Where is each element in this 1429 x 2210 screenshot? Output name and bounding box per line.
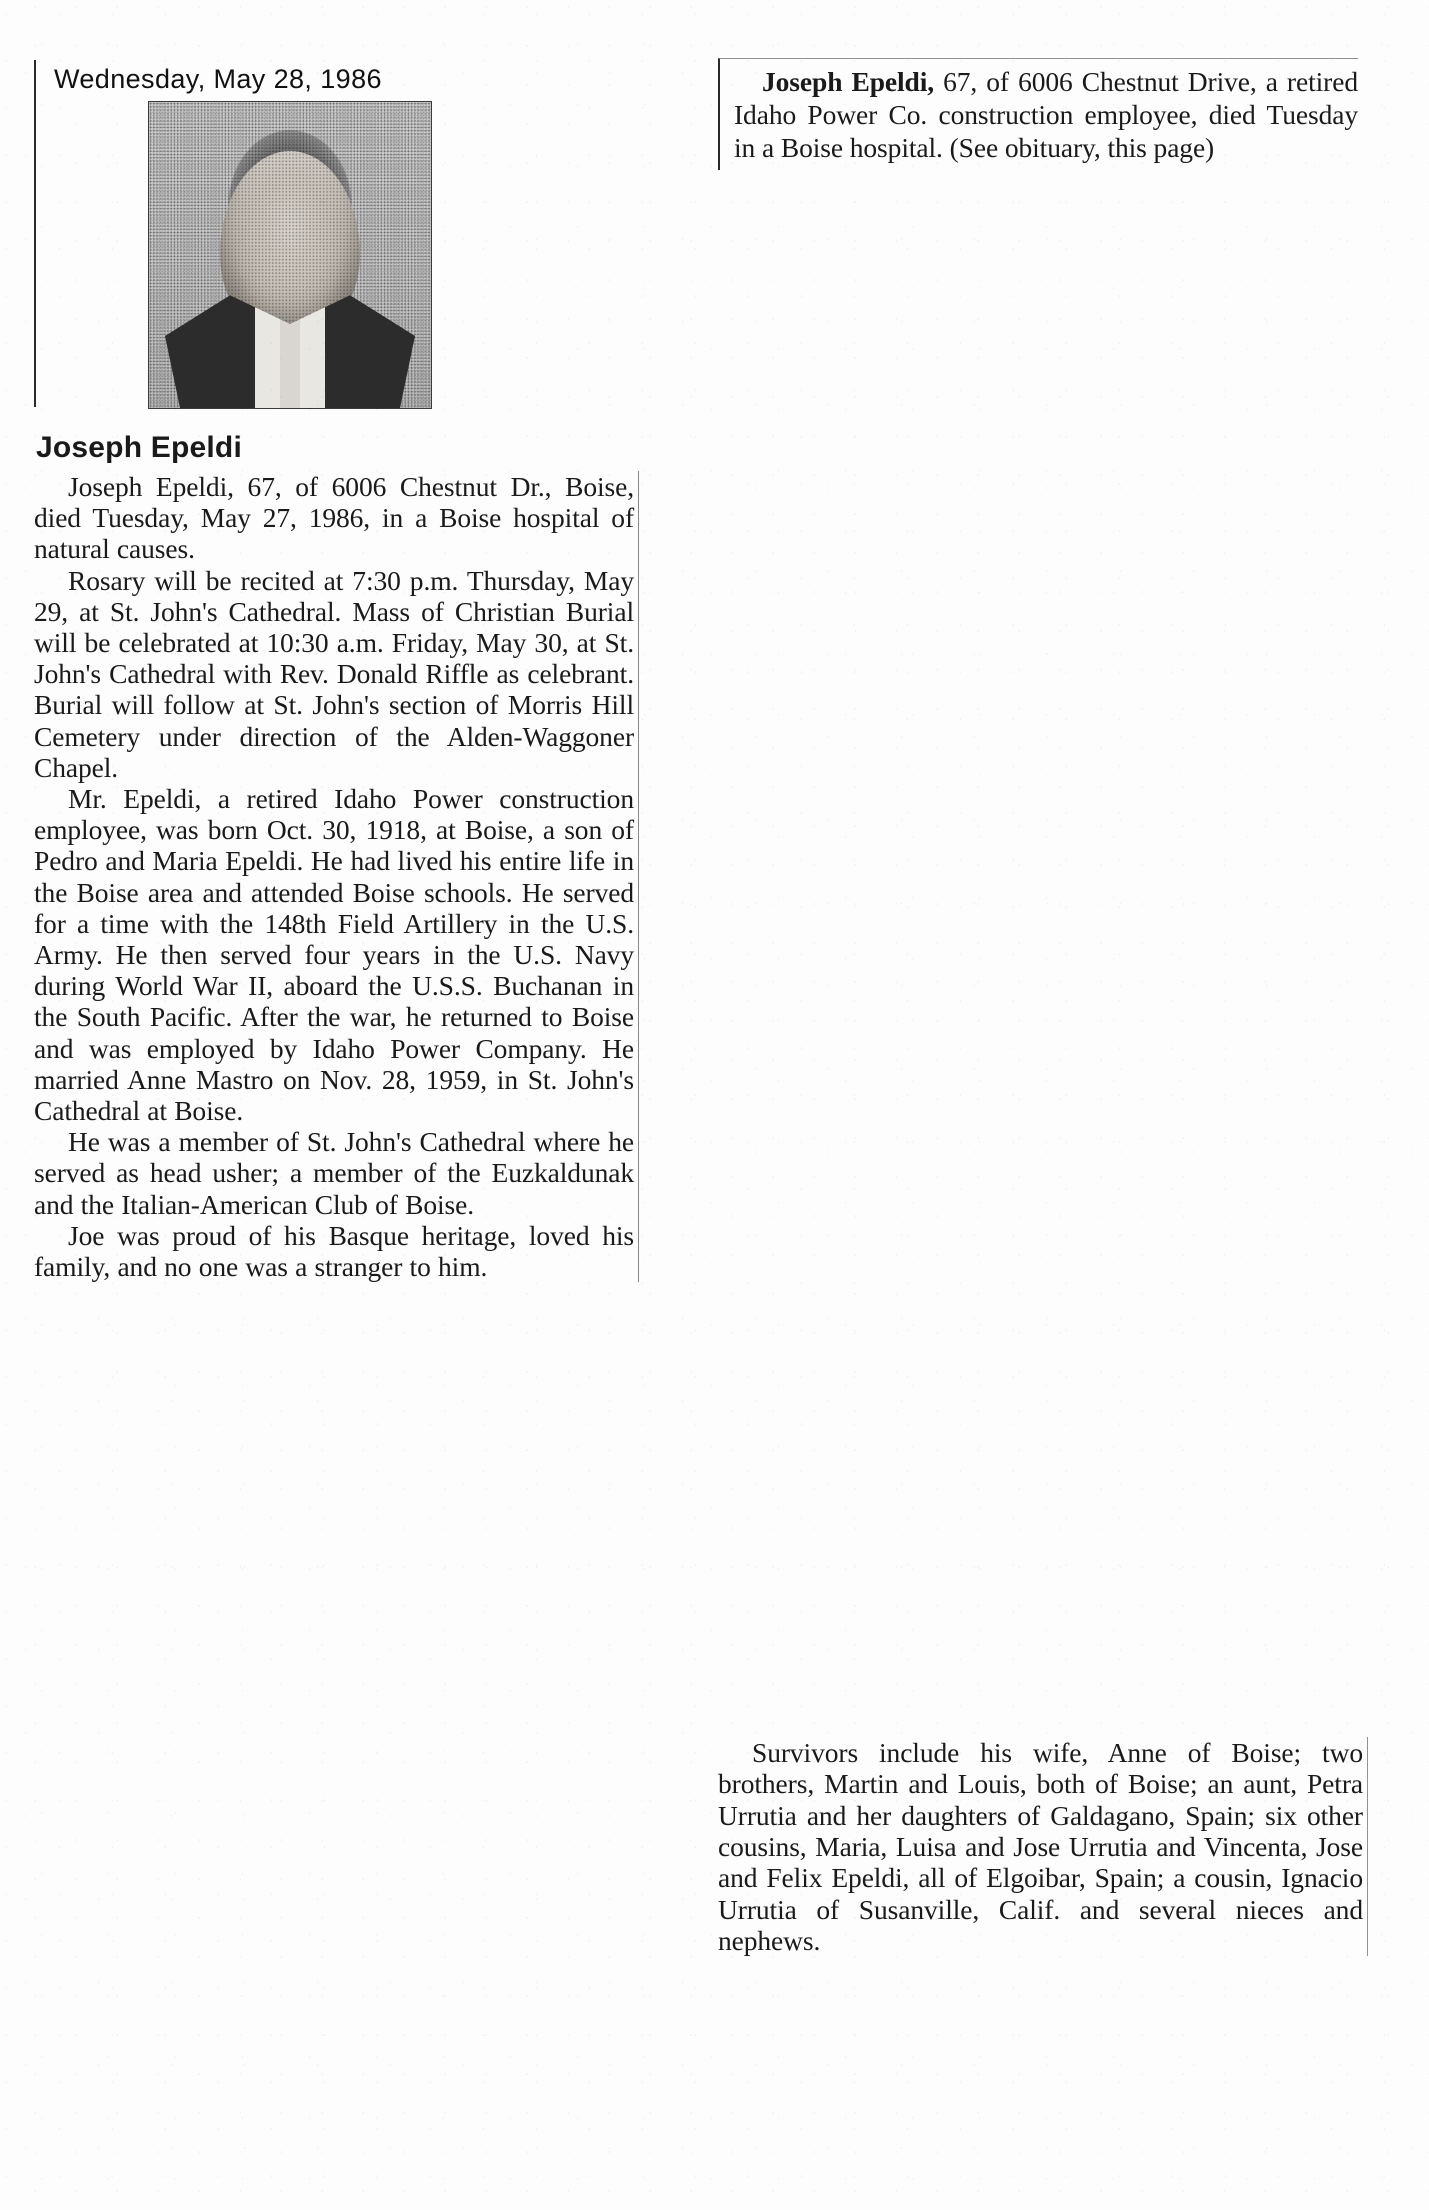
- obituary-paragraph: Joseph Epeldi, 67, of 6006 Chestnut Dr., Boise, died Tuesday, May 27, 1986, in a Boise hospital of natural causes.: [34, 471, 634, 565]
- death-notice-text: [734, 65, 1358, 164]
- portrait-image: [148, 101, 432, 409]
- death-notice-body: 67, of 6006 Chestnut Drive, a retired Idaho Power Co. construction employee, died Tuesday in a Boise hospital. (See obituary, this page): [734, 66, 1358, 163]
- photo-clipping: [34, 60, 652, 407]
- obituary-body: [34, 471, 639, 1282]
- halftone-overlay: [149, 102, 431, 408]
- portrait-photo: [148, 101, 430, 407]
- obituary-headline: Joseph Epeldi: [36, 431, 242, 464]
- obituary-paragraph: Joe was proud of his Basque heritage, loved his family, and no one was a stranger to him.: [34, 1219, 634, 1283]
- survivors-clipping: [718, 1737, 1368, 1956]
- obituary-paragraph: Rosary will be recited at 7:30 p.m. Thursday, May 29, at St. John's Cathedral. Mass of Christian Burial will be celebrated at 10:30 a.m. Friday, May 30, at St. John's Cathedral with Rev. Donald Riffle as celebrant. Burial will follow at St. John's section of Morris Hill Cemetery under direction of the Alden-Waggoner Chapel.: [34, 564, 634, 783]
- death-notice-clipping: [718, 58, 1358, 170]
- date-line: Wednesday, May 28, 1986: [54, 64, 382, 94]
- survivors-paragraph: Survivors include his wife, Anne of Boise; two brothers, Martin and Louis, both of Boise; an aunt, Petra Urrutia and her daughters of Galdagano, Spain; six other cousins, Maria, Luisa and Jose Urrutia and Vincenta, Jose and Felix Epeldi, all of Elgoibar, Spain; a cousin, Ignacio Urrutia of Susanville, Calif. and several nieces and nephews.: [718, 1737, 1363, 1957]
- obituary-paragraph: He was a member of St. John's Cathedral where he served as head usher; a member of the Euzkaldunak and the Italian-American Club of Boise.: [34, 1126, 634, 1220]
- obituary-paragraph: Mr. Epeldi, a retired Idaho Power construction employee, was born Oct. 30, 1918, at Boise, a son of Pedro and Maria Epeldi. He had lived his entire life in the Boise area and attended Boise schools. He served for a time with the 148th Field Artillery in the U.S. Army. He then served four years in the U.S. Navy during World War II, aboard the U.S.S. Buchanan in the South Pacific. After the war, he returned to Boise and was employed by Idaho Power Company. He married Anne Mastro on Nov. 28, 1959, in St. John's Cathedral at Boise.: [34, 783, 634, 1127]
- right-column: [718, 58, 1358, 170]
- death-notice-name: Joseph Epeldi,: [762, 66, 935, 97]
- left-column: [34, 60, 652, 1282]
